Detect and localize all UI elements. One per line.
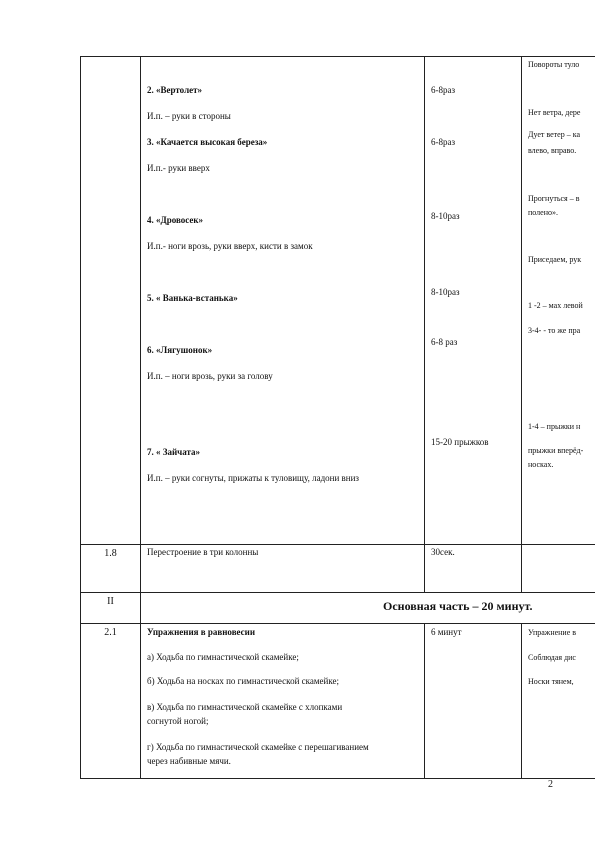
exercise-title: 6. «Лягушонок» [147, 345, 213, 355]
exercise-group-title: Упражнения в равновесии [147, 627, 256, 637]
exercise-item: через набивные мячи. [147, 756, 231, 766]
guidance-note: 1 -2 – мах левой [528, 301, 583, 310]
row-notes [522, 545, 595, 593]
exercise-start-position: И.п.- руки вверх [147, 163, 210, 173]
exercise-title: 4. «Дровосек» [147, 215, 204, 225]
balance-content-cell [141, 624, 425, 779]
row-number: 2.1 [81, 624, 141, 779]
exercise-item: г) Ходьба по гимнастической скамейке с перешагиванием [147, 742, 369, 752]
guidance-note: Дует ветер – ка [528, 130, 581, 139]
exercise-title: 2. «Вертолет» [147, 85, 203, 95]
guidance-note: Нет ветра, дере [528, 108, 581, 117]
exercise-item: б) Ходьба на носках по гимнастической скамейке; [147, 676, 340, 686]
row-content: Перестроение в три колонны [141, 545, 425, 593]
page-number: 2 [548, 779, 553, 790]
exercise-item: согнутой ногой; [147, 716, 209, 726]
guidance-note: Упражнение в [528, 628, 577, 637]
exercise-content-cell [141, 57, 425, 545]
exercise-dosage: 8-10раз [431, 211, 460, 221]
guidance-note: влево, вправо. [528, 146, 577, 155]
exercise-start-position: И.п. – руки в стороны [147, 111, 231, 121]
guidance-note: Прогнуться – в [528, 194, 580, 203]
exercise-dosage: 6-8раз [431, 85, 456, 95]
exercise-item: в) Ходьба по гимнастической скамейке с хлопками [147, 702, 343, 712]
guidance-cell [522, 57, 595, 545]
exercise-dosage: 6-8 раз [431, 337, 458, 347]
guidance-note: Соблюдая дис [528, 653, 576, 662]
balance-exercises-row [81, 624, 595, 779]
guidance-note: 3-4- - то же пра [528, 326, 581, 335]
dosage-cell [425, 57, 522, 545]
guidance-note: Повороты туло [528, 60, 580, 69]
row-dosage: 30сек. [425, 545, 522, 593]
guidance-note: полено». [528, 208, 558, 217]
guidance-note: 1-4 – прыжки н [528, 422, 581, 431]
exercise-start-position: И.п. – руки согнуты, прижаты к туловищу, ладони вниз [147, 473, 359, 483]
row-number-cell [81, 57, 141, 545]
exercise-title: 7. « Зайчата» [147, 447, 201, 457]
exercise-dosage: 8-10раз [431, 287, 460, 297]
exercise-start-position: И.п.- ноги врозь, руки вверх, кисти в замок [147, 241, 313, 251]
exercise-dosage: 15-20 прыжков [431, 437, 489, 447]
guidance-note: Носки тянем, [528, 677, 574, 686]
exercise-dosage: 6-8раз [431, 137, 456, 147]
section-number: II [81, 593, 141, 624]
regrouping-row [81, 545, 595, 593]
row-number: 1.8 [81, 545, 141, 593]
section-header-row [81, 593, 595, 624]
warmup-exercises-row [81, 57, 595, 545]
guidance-note: Приседаем, рук [528, 255, 582, 264]
section-title: Основная часть – 20 минут. [383, 599, 533, 613]
exercise-dosage: 6 минут [431, 627, 462, 637]
exercise-title: 5. « Ванька-встанька» [147, 293, 238, 303]
section-title-cell [141, 593, 595, 624]
exercise-item: а) Ходьба по гимнастической скамейке; [147, 652, 299, 662]
exercise-start-position: И.п. – ноги врозь, руки за голову [147, 371, 273, 381]
exercise-title: 3. «Качается высокая береза» [147, 137, 268, 147]
lesson-plan-table [80, 56, 595, 779]
guidance-note: прыжки вперёд- [528, 446, 584, 455]
guidance-note: носках. [528, 460, 554, 469]
balance-dosage-cell [425, 624, 522, 779]
balance-notes-cell [522, 624, 595, 779]
